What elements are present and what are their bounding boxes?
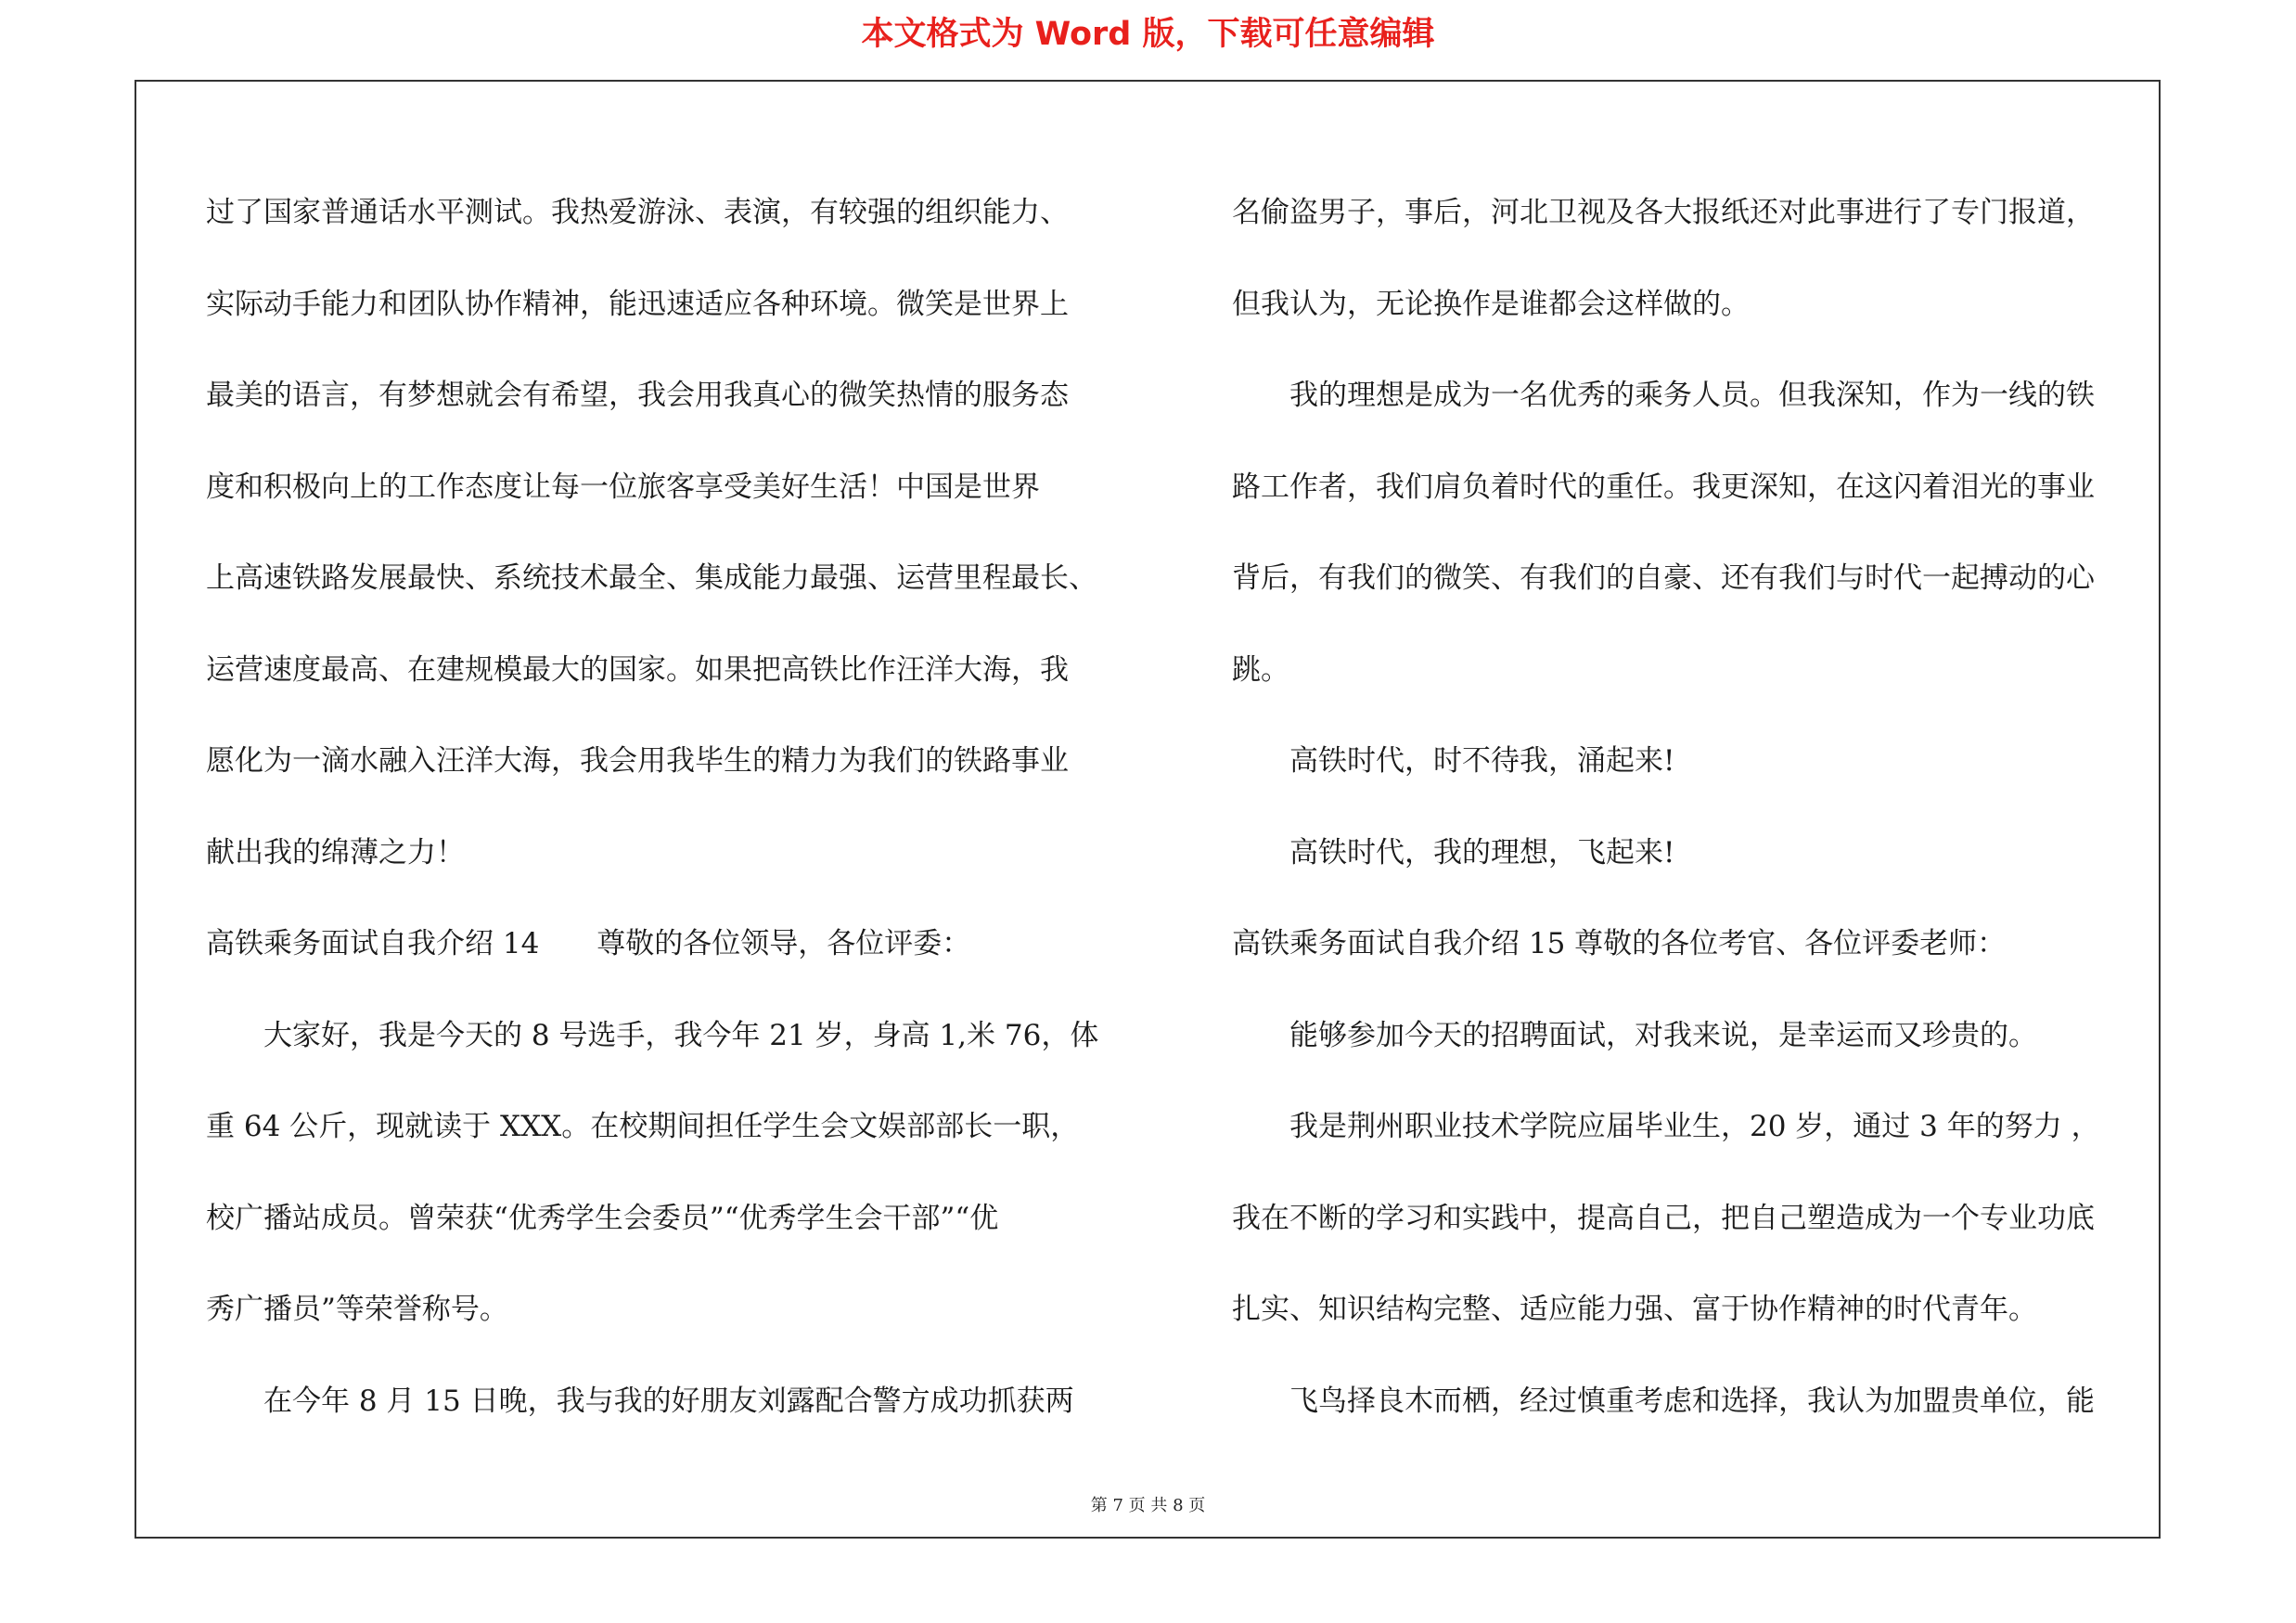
text-line: 名偷盗男子，事后，河北卫视及各大报纸还对此事进行了专门报道， [1232, 196, 2095, 229]
text-line: 过了国家普通话水平测试。我热爱游泳、表演，有较强的组织能力、 [206, 196, 1069, 229]
text-line: 但我认为，无论换作是谁都会这样做的。 [1232, 287, 1750, 321]
text-line: 背后，有我们的微笑、有我们的自豪、还有我们与时代一起搏动的心 [1232, 561, 2095, 595]
text-line: 实际动手能力和团队协作精神，能迅速适应各种环境。微笑是世界上 [206, 287, 1069, 321]
text-line: 在今年 8 月 15 日晚，我与我的好朋友刘露配合警方成功抓获两 [206, 1384, 1074, 1418]
text-line: 重 64 公斤，现就读于 XXX。在校期间担任学生会文娱部部长一职， [206, 1110, 1080, 1143]
text-line: 高铁乘务面试自我介绍 15 尊敬的各位考官、各位评委老师： [1232, 927, 2007, 960]
page-footer [0, 1492, 2296, 1520]
page-number: 第 7 页 共 8 页 [1090, 1496, 1206, 1515]
text-line: 献出我的绵薄之力！ [206, 835, 465, 869]
text-line: 跳。 [1232, 652, 1289, 687]
text-line: 秀广播员”等荣誉称号。 [206, 1293, 508, 1326]
banner-text: 本文格式为 Word 版，下载可任意编辑 [861, 16, 1435, 53]
text-line: 校广播站成员。曾荣获“优秀学生会委员”“优秀学生会干部”“优 [206, 1201, 999, 1235]
text-line: 我在不断的学习和实践中，提高自己，把自己塑造成为一个专业功底 [1232, 1201, 2095, 1235]
text-line: 高铁乘务面试自我介绍 14 尊敬的各位领导，各位评委： [206, 927, 971, 960]
format-banner [0, 11, 2296, 58]
text-line: 扎实、知识结构完整、适应能力强、富于协作精神的时代青年。 [1232, 1293, 2037, 1326]
text-line: 路工作者，我们肩负着时代的重任。我更深知，在这闪着泪光的事业 [1232, 470, 2095, 504]
text-line: 大家好，我是今天的 8 号选手，我今年 21 岁，身高 1,米 76，体 [206, 1018, 1099, 1052]
text-line: 飞鸟择良木而栖，经过慎重考虑和选择，我认为加盟贵单位，能 [1232, 1384, 2095, 1418]
text-line: 能够参加今天的招聘面试，对我来说，是幸运而又珍贵的。 [1232, 1018, 2037, 1052]
text-line: 上高速铁路发展最快、系统技术最全、集成能力最强、运营里程最长、 [206, 561, 1097, 595]
text-line: 高铁时代，时不待我，涌起来! [1232, 744, 1675, 778]
text-line: 高铁时代，我的理想，飞起来! [1232, 835, 1675, 869]
text-line: 愿化为一滴水融入汪洋大海，我会用我毕生的精力为我们的铁路事业 [206, 744, 1069, 778]
text-line: 运营速度最高、在建规模最大的国家。如果把高铁比作汪洋大海，我 [206, 652, 1069, 687]
text-line: 我是荆州职业技术学院应届毕业生，20 岁，通过 3 年的努力 ， [1232, 1110, 2100, 1143]
text-line: 度和积极向上的工作态度让每一位旅客享受美好生活！中国是世界 [206, 470, 1040, 504]
text-line: 最美的语言，有梦想就会有希望，我会用我真心的微笑热情的服务态 [206, 379, 1069, 412]
text-line: 我的理想是成为一名优秀的乘务人员。但我深知，作为一线的铁 [1232, 379, 2095, 412]
